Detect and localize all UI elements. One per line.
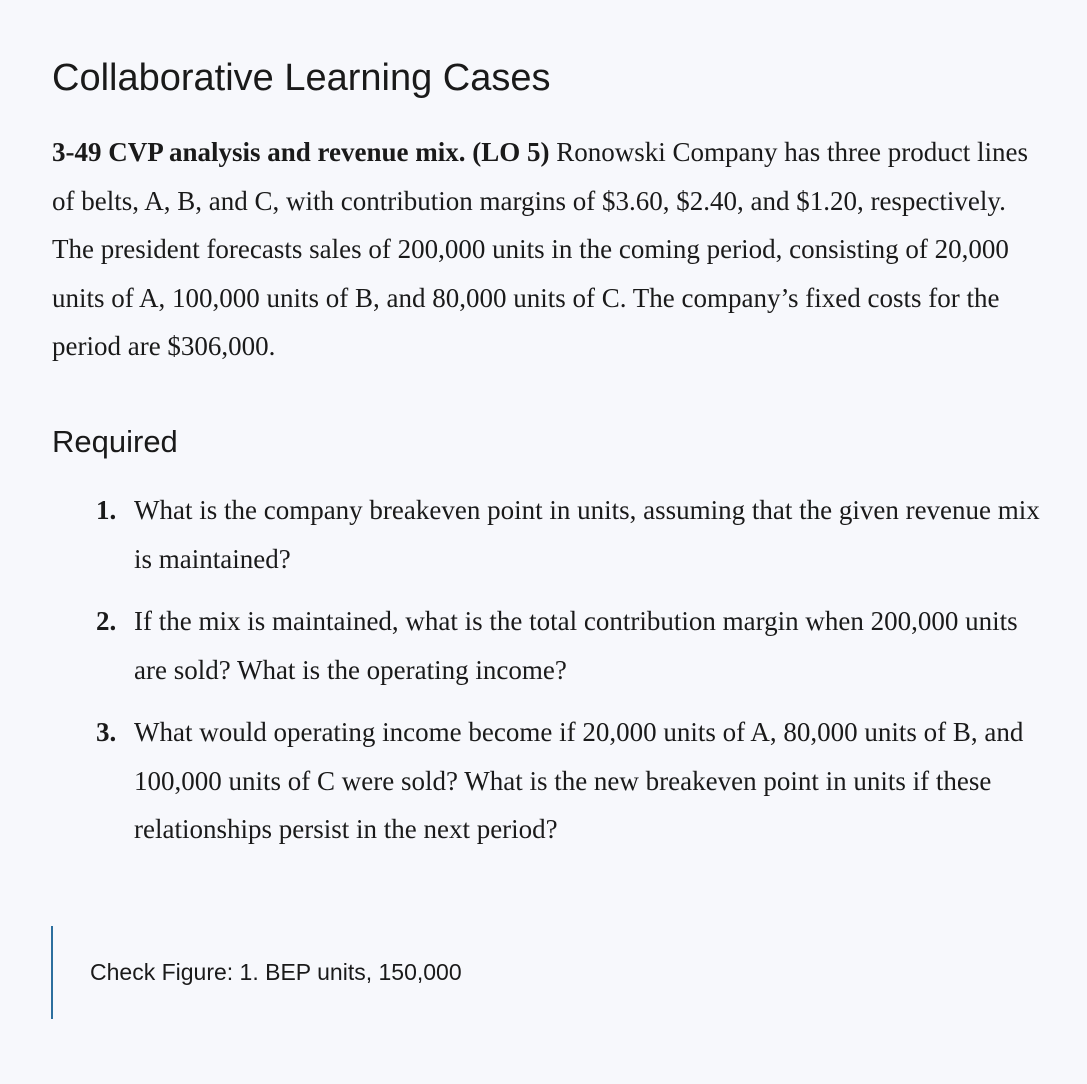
required-title: Required [52,424,178,459]
required-item-number: 3. [96,717,117,747]
required-item-number: 1. [96,495,117,525]
required-item-text: What is the company breakeven point in units, assuming that the given revenue mix is maintained? [134,495,1040,574]
required-item-text: If the mix is maintained, what is the total contribution margin when 200,000 units are sold? What is the operating income? [134,606,1018,685]
check-figure-box [51,926,753,1019]
check-figure-text: Check Figure: 1. BEP units, 150,000 [90,959,462,985]
problem-heading: 3-49 CVP analysis and revenue mix. (LO 5) [52,137,550,167]
problem-body: Ronowski Company has three product lines of belts, A, B, and C, with contribution margins of $3.60, $2.40, and $1.20, respectively. The president forecasts sales of 200,000 units in the coming period, consisting of 20,000 units of A, 100,000 units of B, and 80,000 units of C. The company’s fixed costs for the period are $306,000. [52,137,1028,361]
section-title: Collaborative Learning Cases [52,57,551,99]
required-item-2 [96,597,1056,694]
required-item-3 [96,708,1056,854]
required-item-1 [96,486,1056,583]
problem-paragraph [52,128,1042,371]
required-item-text: What would operating income become if 20,000 units of A, 80,000 units of B, and 100,000 units of C were sold? What is the new breakeven point in units if these relationships persist in the next period? [134,717,1024,844]
required-item-number: 2. [96,606,117,636]
